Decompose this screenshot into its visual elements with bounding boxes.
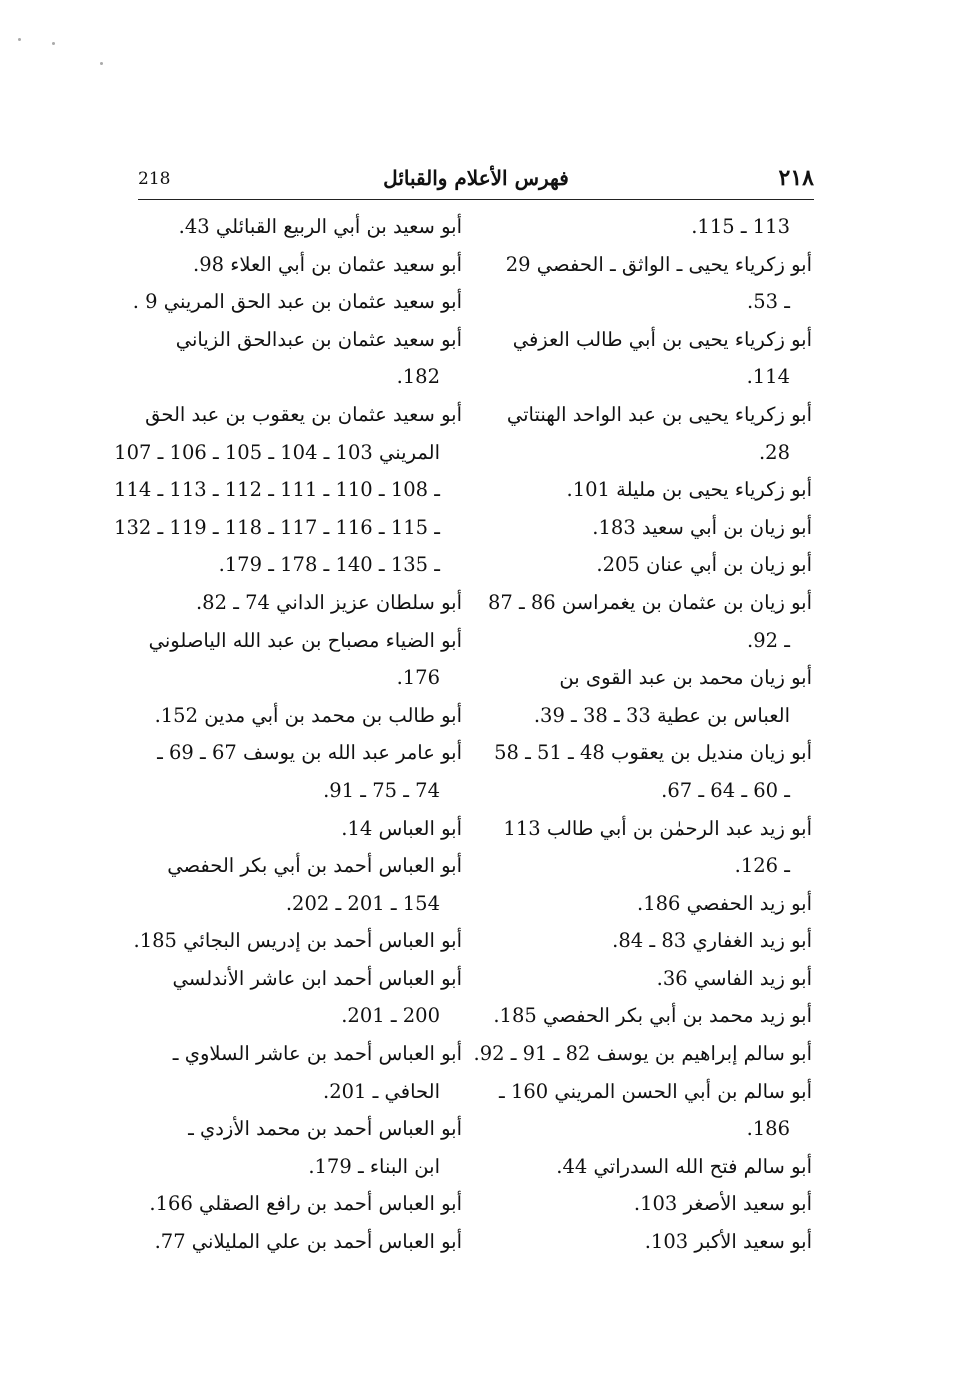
index-entry-continuation: ـ 135 ـ 140 ـ 178 ـ 179.: [218, 553, 440, 577]
index-entry: أبو العباس أحمد بن علي المليلاني 77.: [154, 1230, 462, 1254]
index-entry-continuation: 200 ـ 201.: [341, 1004, 440, 1028]
scan-speck: [18, 38, 21, 41]
index-entry: أبو العباس أحمد بن إدريس البجائي 185.: [133, 929, 462, 953]
index-entry: أبو سلطان عزيز الداني 74 ـ 82.: [195, 590, 462, 614]
page-number-arabic: ٢١٨: [778, 165, 814, 191]
page-header: [138, 165, 814, 200]
scan-speck: [100, 62, 103, 65]
index-entry: أبو زكرياء يحيى بن عبد الواحد الهنتاتي: [506, 402, 812, 426]
index-entry: أبو سعيد عثمان بن عبد الحق المريني 9 .: [132, 290, 462, 314]
index-entry: أبو زيد الغفاري 83 ـ 84.: [612, 929, 812, 953]
page-number-latin: 218: [138, 169, 171, 189]
index-entry-continuation: ـ 60 ـ 64 ـ 67.: [661, 778, 790, 802]
index-entry-continuation: ـ 108 ـ 110 ـ 111 ـ 112 ـ 113 ـ 114: [114, 478, 440, 502]
index-entry-continuation: المريني 103 ـ 104 ـ 105 ـ 106 ـ 107: [114, 440, 440, 464]
index-entry-continuation: ـ 53.: [747, 290, 790, 314]
index-entry-continuation: 182.: [396, 365, 440, 389]
index-entry: أبو زكرياء يحيى بن مليلة 101.: [566, 478, 812, 502]
index-entry: أبو الضياء مصباح بن عبد الله الياصلوني: [148, 628, 462, 652]
index-entry: أبو زكرياء يحيى ـ الواثق ـ الحفصي 29: [505, 252, 812, 276]
index-entry-continuation: 114.: [746, 365, 790, 389]
index-entry: أبو سعيد بن أبي الربيع القبائلي 43.: [178, 215, 462, 238]
index-entry: أبو العباس أحمد بن رافع الصقلي 166.: [149, 1192, 462, 1216]
index-entry: أبو العباس أحمد بن أبي بكر الحفصي: [167, 854, 462, 878]
index-entry: أبو زيان بن أبي عنان 205.: [596, 553, 812, 577]
index-entry: أبو زيد محمد بن أبي بكر الحفصي 185.: [493, 1004, 812, 1028]
index-entry: أبو سالم فتح الله السدراتي 44.: [556, 1154, 812, 1178]
index-entry: أبو زيان بن عثمان بن يغمراسن 86 ـ 87: [487, 590, 812, 614]
index-entry: أبو العباس أحمد ابن عاشر الأندلسي: [172, 966, 462, 990]
index-entry-continuation: ـ 126.: [734, 854, 790, 878]
index-entry: أبو سعيد عثمان بن أبي العلاء 98.: [192, 252, 462, 276]
index-entry: أبو زيد عبد الرحمٰن بن أبي طالب 113: [503, 816, 812, 840]
index-entry-continuation: ـ 92.: [747, 628, 790, 652]
index-entry-continuation: 154 ـ 201 ـ 202.: [285, 891, 440, 915]
index-entry-continuation: 186.: [746, 1117, 790, 1141]
index-entry: أبو زيان بن أبي سعيد 183.: [592, 515, 812, 539]
index-entry: أبو سالم بن أبي الحسن المريني 160 ـ: [499, 1079, 812, 1103]
index-entry-continuation: الحافي ـ 201.: [322, 1079, 440, 1103]
index-entry-continuation: العباس بن عطية 33 ـ 38 ـ 39.: [533, 703, 790, 727]
index-entry: أبو زيد الحفصي 186.: [636, 891, 812, 915]
index-entry-continuation: 176.: [396, 666, 440, 690]
index-entry-continuation: 113 ـ 115.: [691, 215, 790, 238]
index-entry: أبو سالم إبراهيم بن يوسف 82 ـ 91 ـ 92.: [473, 1042, 812, 1066]
index-entry: أبو سعيد الأصغر 103.: [633, 1192, 812, 1216]
scan-speck: [52, 42, 55, 45]
index-entry: أبو العباس أحمد بن محمد الأزدي ـ: [188, 1117, 462, 1141]
index-entry: أبو زكرياء يحيى بن أبي طالب العزفي: [512, 327, 812, 351]
index-entry: أبو طالب بن محمد بن أبي مدين 152.: [154, 703, 462, 727]
index-entry: أبو سعيد عثمان بن عبدالحق الزياني: [175, 327, 462, 351]
index-entry: أبو العباس 14.: [341, 816, 462, 840]
index-column-left: [114, 208, 462, 1261]
index-entry-continuation: 74 ـ 75 ـ 91.: [323, 778, 440, 802]
index-entry-continuation: ابن البناء ـ 179.: [308, 1154, 440, 1178]
index-entry: أبو سعيد الأكبر 103.: [644, 1230, 812, 1254]
running-title: فهرس الأعلام والقبائل: [383, 166, 569, 190]
index-entry: أبو العباس أحمد بن عاشر السلاوي ـ: [172, 1042, 462, 1066]
index-entry-continuation: 28.: [758, 440, 790, 464]
index-entry: أبو زيان منديل بن يعقوب 48 ـ 51 ـ 58: [494, 741, 812, 765]
index-entry: أبو عامر عبد الله بن يوسف 67 ـ 69 ـ: [157, 741, 462, 765]
index-column-right: [473, 208, 812, 1261]
index-entry-continuation: ـ 115 ـ 116 ـ 117 ـ 118 ـ 119 ـ 132: [114, 515, 440, 539]
index-entry: أبو زيد الفاسي 36.: [656, 966, 812, 990]
index-entry: أبو زيان محمد بن عبد القوى بن: [559, 666, 812, 690]
index-entry: أبو سعيد عثمان بن يعقوب بن عبد الحق: [145, 402, 462, 426]
